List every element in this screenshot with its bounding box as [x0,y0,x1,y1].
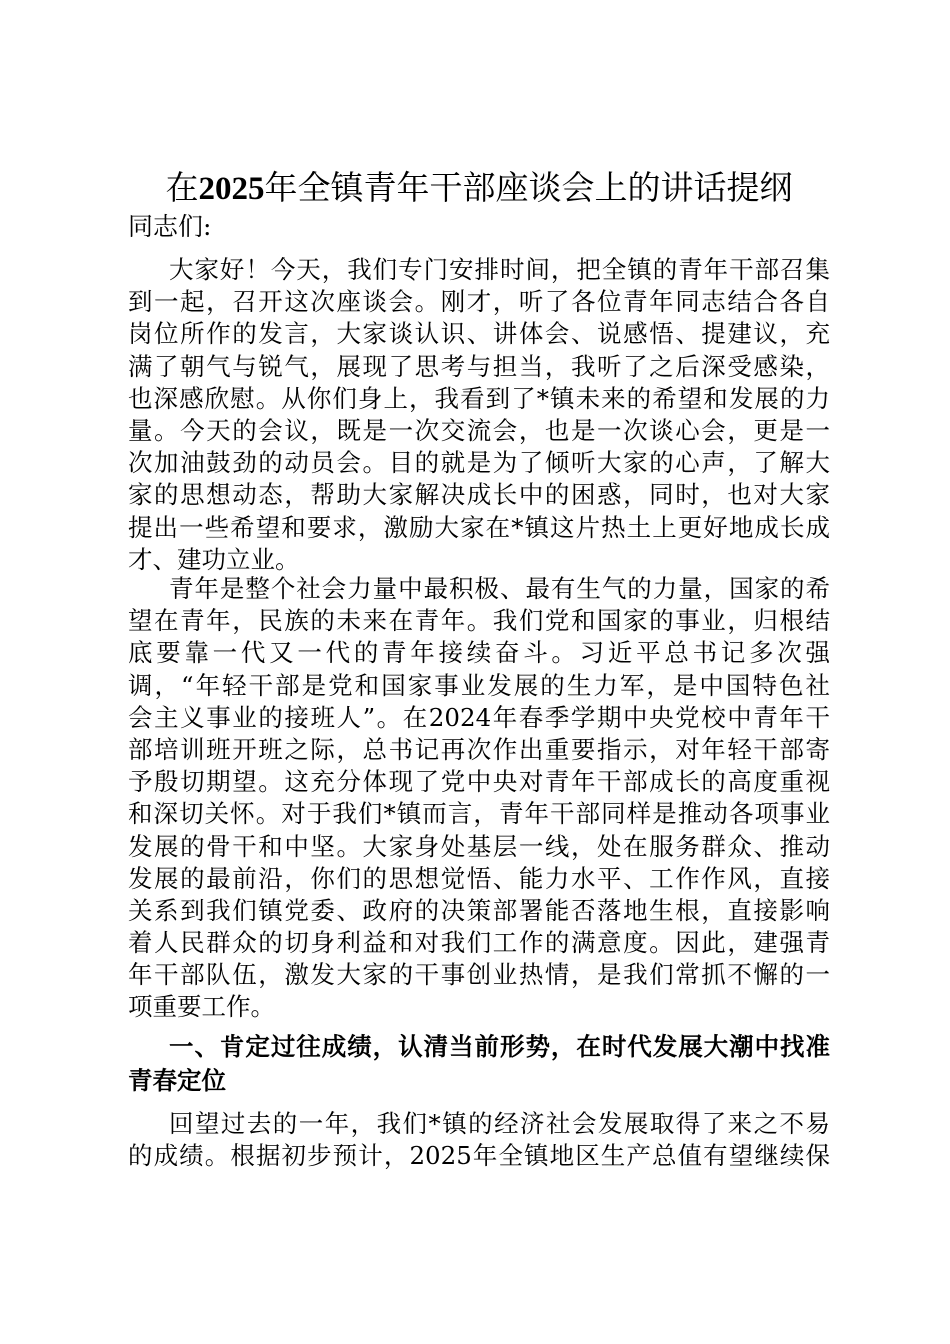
heading-line: 青春定位 [128,1066,226,1095]
paragraph-line: 到一起，召开这次座谈会。刚才，听了各位青年同志结合各自 [128,287,830,317]
title-suffix: 年全镇青年干部座谈会上的讲话提纲 [264,168,793,207]
salutation: 同志们: [128,212,212,241]
document-title [118,166,840,211]
paragraph-line: 量。今天的会议，既是一次交流会，也是一次谈心会，更是一 [128,415,830,445]
paragraph-line: 会主义事业的接班人”。在2024年春季学期中央党校中青年干 [128,702,830,732]
paragraph-line: 才、建功立业。 [128,544,300,574]
paragraph-2 [128,573,830,1024]
paragraph-line: 发展的骨干和中坚。大家身处基层一线，处在服务群众、推动 [128,831,830,861]
paragraph-line: 底要靠一代又一代的青年接续奋斗。习近平总书记多次强 [128,638,830,668]
section-heading-1 [128,1030,830,1098]
paragraph-line: 满了朝气与锐气，展现了思考与担当，我听了之后深受感染， [128,351,830,381]
title-prefix: 在 [165,168,199,207]
paragraph-line: 年干部队伍，激发大家的干事创业热情，是我们常抓不懈的一 [128,960,830,990]
paragraph-line: 部培训班开班之际，总书记再次作出重要指示，对年轻干部寄 [128,734,830,764]
paragraph-line: 和深切关怀。对于我们*镇而言，青年干部同样是推动各项事业 [128,799,830,829]
paragraph-line: 调，“年轻干部是党和国家事业发展的生力军，是中国特色社 [128,670,830,700]
paragraph-1 [128,254,830,576]
paragraph-line: 着人民群众的切身利益和对我们工作的满意度。因此，建强青 [128,928,830,958]
paragraph-line: 也深感欣慰。从你们身上，我看到了*镇未来的希望和发展的力 [128,383,830,413]
paragraph-line: 大家好！今天，我们专门安排时间，把全镇的青年干部召集 [169,255,830,284]
paragraph-line: 青年是整个社会力量中最积极、最有生气的力量，国家的希 [169,574,830,603]
paragraph-line: 予殷切期望。这充分体现了党中央对青年干部成长的高度重视 [128,767,830,797]
paragraph-line: 回望过去的一年，我们*镇的经济社会发展取得了来之不易 [169,1109,830,1138]
paragraph-line: 家的思想动态，帮助大家解决成长中的困惑，同时，也对大家 [128,480,830,510]
paragraph-line: 提出一些希望和要求，激励大家在*镇这片热土上更好地成长成 [128,512,830,542]
paragraph-line: 发展的最前沿，你们的思想觉悟、能力水平、工作作风，直接 [128,863,830,893]
heading-line: 一、肯定过往成绩，认清当前形势，在时代发展大潮中找准 [169,1032,830,1061]
title-year: 2025 [198,171,265,207]
paragraph-line: 次加油鼓劲的动员会。目的就是为了倾听大家的心声，了解大 [128,448,830,478]
paragraph-line: 的成绩。根据初步预计，2025年全镇地区生产总值有望继续保 [128,1141,830,1171]
paragraph-3 [128,1108,830,1172]
paragraph-line: 项重要工作。 [128,992,275,1022]
paragraph-line: 岗位所作的发言，大家谈认识、讲体会、说感悟、提建议，充 [128,319,830,349]
paragraph-line: 关系到我们镇党委、政府的决策部署能否落地生根，直接影响 [128,895,830,925]
paragraph-line: 望在青年，民族的未来在青年。我们党和国家的事业，归根结 [128,606,830,636]
